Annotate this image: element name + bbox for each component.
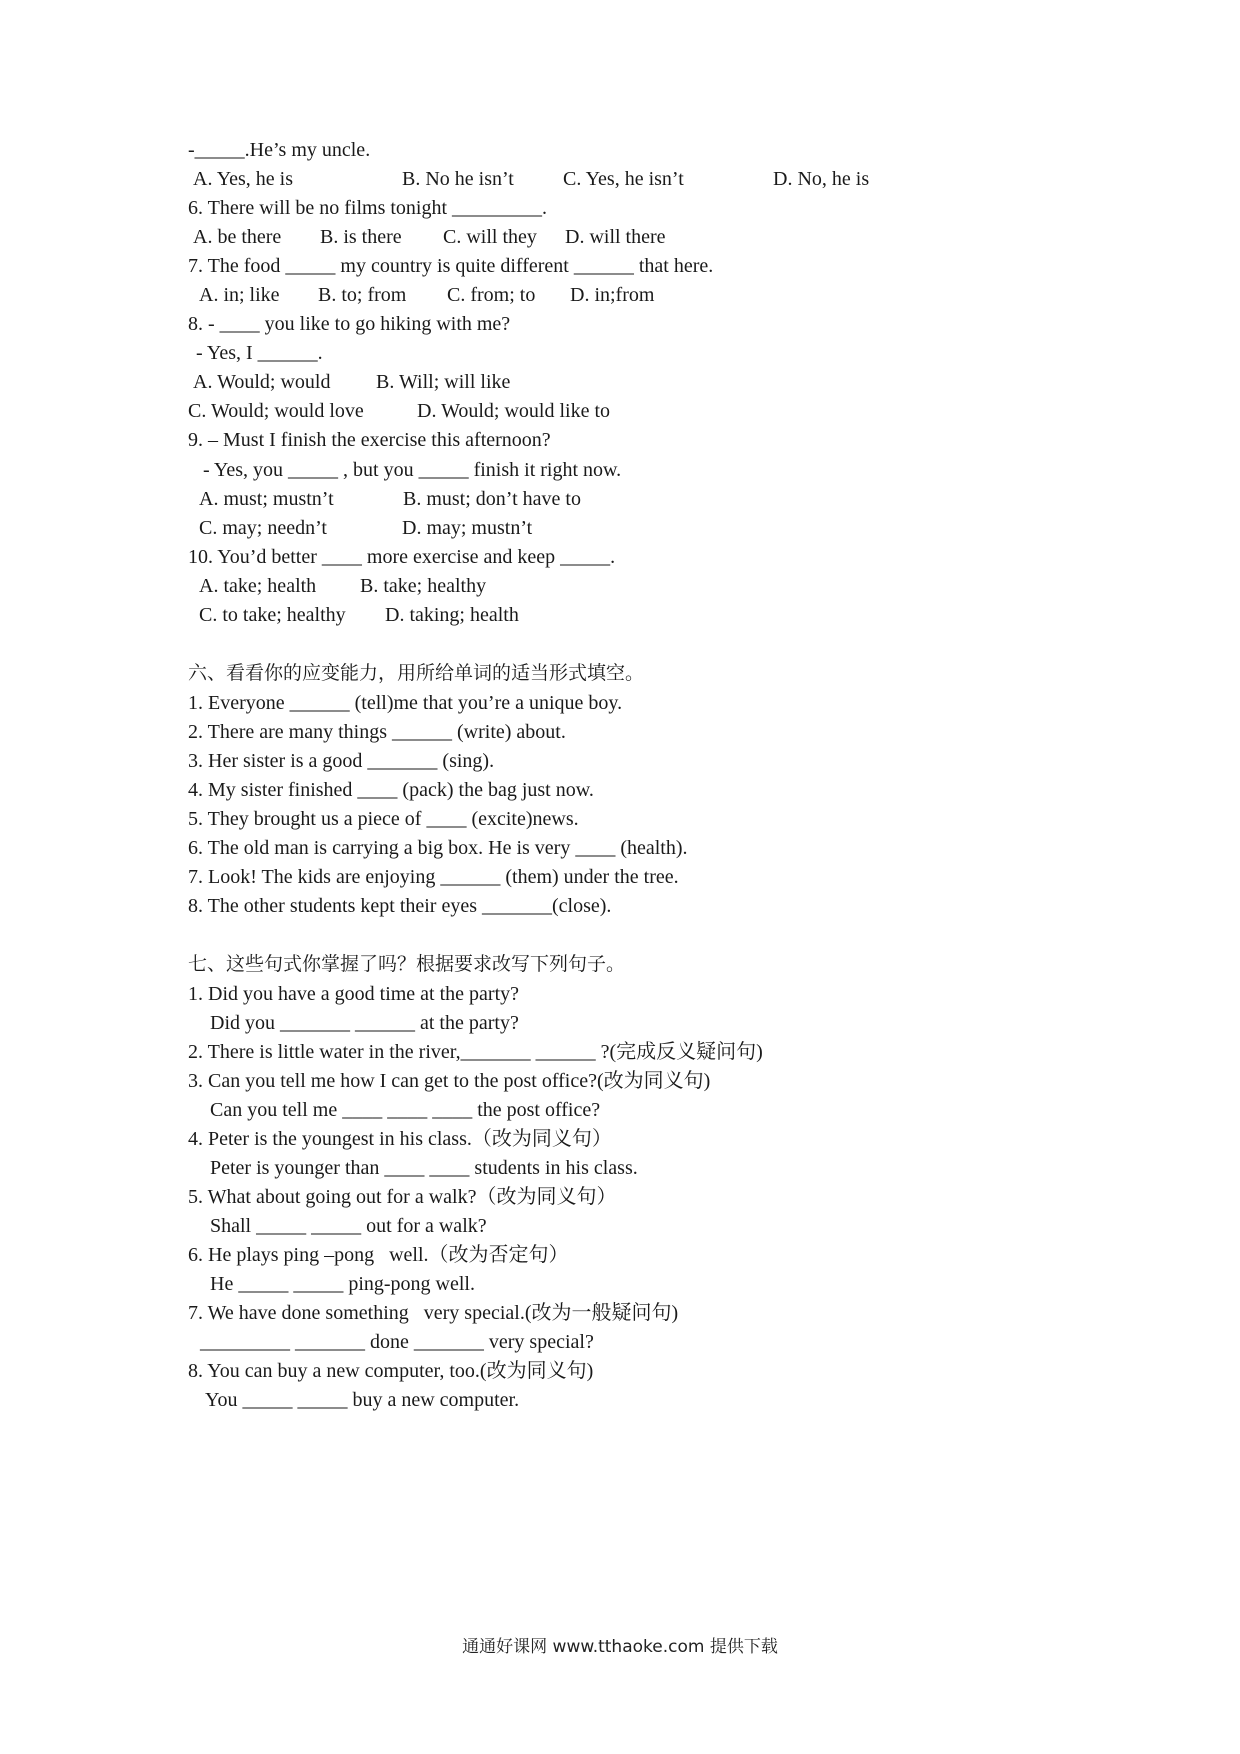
- q9-option-a: A. must; mustn’t: [199, 488, 334, 510]
- section7-a4: Peter is younger than ____ ____ students in his class.: [210, 1157, 638, 1179]
- q5-option-c: C. Yes, he isn’t: [563, 168, 684, 190]
- section6-title: 六、看看你的应变能力，用所给单词的适当形式填空。: [188, 662, 645, 684]
- section7-q2: 2. There is little water in the river,_______ ______ ?(完成反义疑问句): [188, 1041, 763, 1063]
- section7-a7: _________ _______ done _______ very special?: [200, 1331, 594, 1353]
- section7-q4: 4. Peter is the youngest in his class.（改为同义句）: [188, 1128, 612, 1150]
- section7-q5: 5. What about going out for a walk?（改为同义句）: [188, 1186, 617, 1208]
- q6-option-b: B. is there: [320, 226, 402, 248]
- section6-item-4: 4. My sister finished ____ (pack) the bag just now.: [188, 779, 594, 801]
- q5-option-a: A. Yes, he is: [193, 168, 294, 190]
- q5-option-d: D. No, he is: [773, 168, 870, 190]
- section7-q8: 8. You can buy a new computer, too.(改为同义句): [188, 1360, 594, 1382]
- q10-option-a: A. take; health: [199, 575, 317, 597]
- section6-item-2: 2. There are many things ______ (write) about.: [188, 721, 566, 743]
- section7-a6: He _____ _____ ping-pong well.: [210, 1273, 475, 1295]
- section7-q3: 3. Can you tell me how I can get to the post office?(改为同义句): [188, 1070, 711, 1092]
- section6-item-3: 3. Her sister is a good _______ (sing).: [188, 750, 495, 772]
- q7-option-d: D. in;from: [570, 284, 655, 306]
- q10-option-b: B. take; healthy: [360, 575, 487, 597]
- q9-reply: - Yes, you _____ , but you _____ finish it right now.: [203, 459, 622, 481]
- section7-q6: 6. He plays ping –pong well.（改为否定句）: [188, 1244, 569, 1266]
- q8-stem: 8. - ____ you like to go hiking with me?: [188, 313, 511, 335]
- q8-option-c: C. Would; would love: [188, 400, 364, 422]
- q8-option-d: D. Would; would like to: [417, 400, 611, 422]
- q10-option-d: D. taking; health: [385, 604, 519, 626]
- section7-q1: 1. Did you have a good time at the party?: [188, 983, 520, 1005]
- q7-option-b: B. to; from: [318, 284, 407, 306]
- section6-item-6: 6. The old man is carrying a big box. He is very ____ (health).: [188, 837, 688, 859]
- section7-a5: Shall _____ _____ out for a walk?: [210, 1215, 487, 1237]
- section6-item-8: 8. The other students kept their eyes _______(close).: [188, 895, 612, 917]
- section6-item-7: 7. Look! The kids are enjoying ______ (them) under the tree.: [188, 866, 679, 888]
- section7-a3: Can you tell me ____ ____ ____ the post office?: [210, 1099, 601, 1121]
- section7-q7: 7. We have done something very special.(改为一般疑问句): [188, 1302, 679, 1324]
- q9-option-c: C. may; needn’t: [199, 517, 327, 539]
- q6-option-a: A. be there: [193, 226, 282, 248]
- q10-stem: 10. You’d better ____ more exercise and keep _____.: [188, 546, 616, 568]
- q6-stem: 6. There will be no films tonight _________.: [188, 197, 548, 219]
- q7-option-a: A. in; like: [199, 284, 280, 306]
- q5-option-b: B. No he isn’t: [402, 168, 514, 190]
- q8-option-a: A. Would; would: [193, 371, 331, 393]
- section7-a8: You _____ _____ buy a new computer.: [205, 1389, 520, 1411]
- q7-stem: 7. The food _____ my country is quite different ______ that here.: [188, 255, 714, 277]
- q8-option-b: B. Will; will like: [376, 371, 511, 393]
- section7-a1: Did you _______ ______ at the party?: [210, 1012, 519, 1034]
- q9-option-b: B. must; don’t have to: [403, 488, 581, 510]
- q9-option-d: D. may; mustn’t: [402, 517, 533, 539]
- q6-option-c: C. will they: [443, 226, 537, 248]
- q10-option-c: C. to take; healthy: [199, 604, 346, 626]
- q5-answer-line: -_____.He’s my uncle.: [188, 139, 371, 161]
- section6-item-5: 5. They brought us a piece of ____ (excite)news.: [188, 808, 579, 830]
- q9-stem: 9. – Must I finish the exercise this afternoon?: [188, 429, 551, 451]
- q7-option-c: C. from; to: [447, 284, 536, 306]
- section6-item-1: 1. Everyone ______ (tell)me that you’re a unique boy.: [188, 692, 623, 714]
- page-footer: 通通好课网 www.tthaoke.com 提供下载: [462, 1637, 778, 1657]
- q8-reply: - Yes, I ______.: [196, 342, 323, 364]
- q6-option-d: D. will there: [565, 226, 666, 248]
- section7-title: 七、这些句式你掌握了吗？根据要求改写下列句子。: [188, 953, 626, 975]
